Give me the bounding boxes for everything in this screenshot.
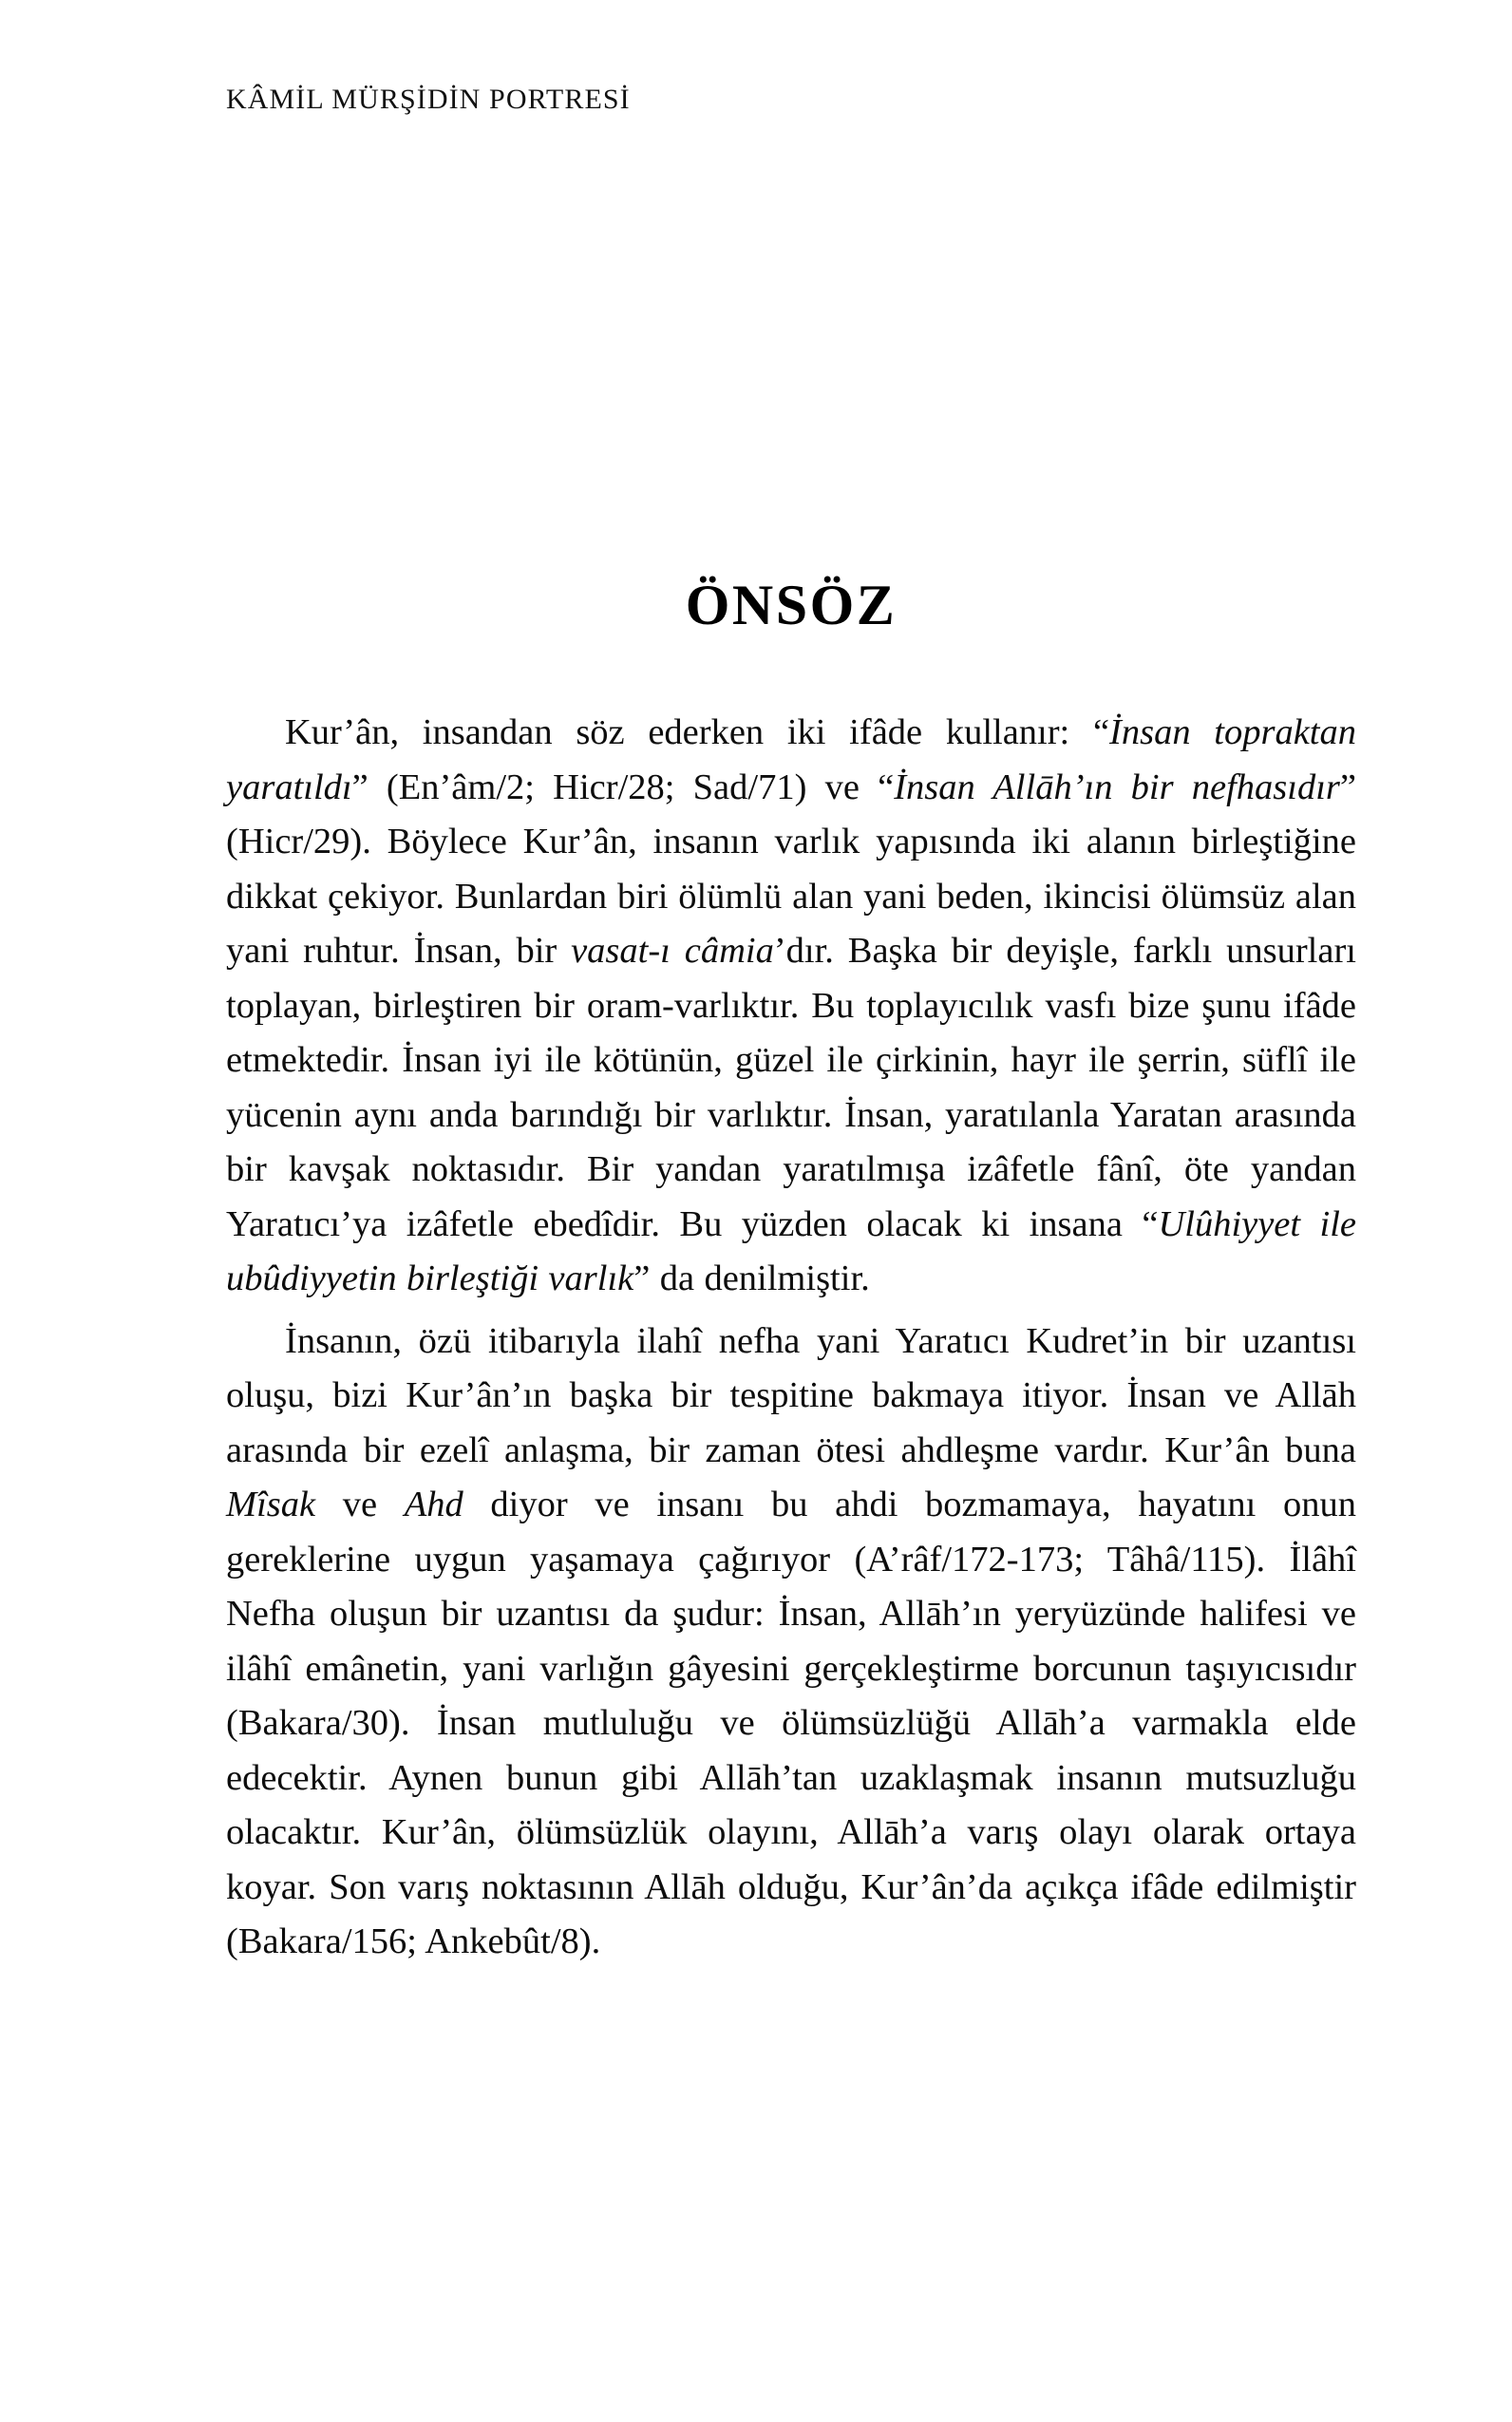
text-run: İnsanın, özü itibarıyla ilahî nefha yani Yaratıcı Kudret’in bir uzantısı oluşu, bizi Kur’ân’ın başka bir tespitine bakmaya itiyor. İnsan ve Allāh arasında bir ezelî anlaşma, bir zaman ötesi ahdleşme vardır. Kur’ân buna [226, 1320, 1356, 1470]
text-run: ’dır. Başka bir deyişle, farklı unsurları toplayan, birleştiren bir oram-varlıktır. Bu toplayıcılık vasfı bize şunu ifâde etmektedir. İnsan iyi ile kötünün, güzel ile çirkinin, hayr ile şerrin, süflî ile yücenin aynı anda barındığı bir varlıktır. İnsan, yaratılanla Yaratan arasında bir kavşak noktasıdır. Bir yandan yaratılmışa izâfetle fânî, öte yandan Yaratıcı’ya izâfetle ebedîdir. Bu yüzden olacak ki insana “ [226, 931, 1356, 1244]
emphasis-run: Mîsak [226, 1485, 316, 1524]
emphasis-run: Ahd [404, 1485, 463, 1524]
text-run: Kur’ân, insandan söz ederken iki ifâde kullanır: “ [285, 712, 1110, 752]
text-run: ” (En’âm/2; Hicr/28; Sad/71) ve “ [351, 766, 895, 807]
emphasis-run: İnsan topraktan yaratıldı [226, 712, 1357, 807]
emphasis-run: vasat-ı câmia [571, 931, 774, 971]
text-run: diyor ve insanı bu ahdi bozmamaya, hayatını onun gereklerine uygun yaşamaya çağırıyor (A’râf/172-173; Tâhâ/115). İlâhî Nefha oluşun bir uzantısı da şudur: İnsan, Allāh’ın yeryüzünde halifesi ve ilâhî emânetin, yani varlığın gâyesini gerçekleştirme borcunun taşıyıcısıdır (Bakara/30). İnsan mutluluğu ve ölümsüzlüğü Allāh’a varmakla elde edecektir. Aynen bunun gibi Allāh’tan uzaklaşmak insanın mutsuzluğu olacaktır. Kur’ân, ölümsüzlük olayını, Allāh’a varış olayı olarak ortaya koyar. Son varış noktasının Allāh olduğu, Kur’ân’da açıkça ifâde edilmiştir (Bakara/156; Ankebût/8). [226, 1485, 1356, 1961]
page-title: ÖNSÖZ [685, 574, 898, 637]
running-header: KÂMİL MÜRŞİDİN PORTRESİ [226, 84, 631, 115]
emphasis-run: İnsan Allāh’ın bir nefhasıdır [894, 766, 1340, 807]
paragraph [226, 706, 1356, 1307]
paragraph [226, 1315, 1356, 1970]
emphasis-run: Ulûhiyyet ile ubûdiyyetin birleştiği varlık [226, 1203, 1356, 1298]
text-run: ve [315, 1485, 405, 1524]
text-run: ” (Hicr/29). Böylece Kur’ân, insanın varlık yapısında iki alanın birleştiğine dikkat çekiyor. Bunlardan biri ölümlü alan yani beden, ikincisi ölümsüz alan yani ruhtur. İnsan, bir [226, 766, 1356, 971]
body-text-block [226, 706, 1356, 1970]
text-run: ” da denilmiştir. [633, 1258, 870, 1298]
